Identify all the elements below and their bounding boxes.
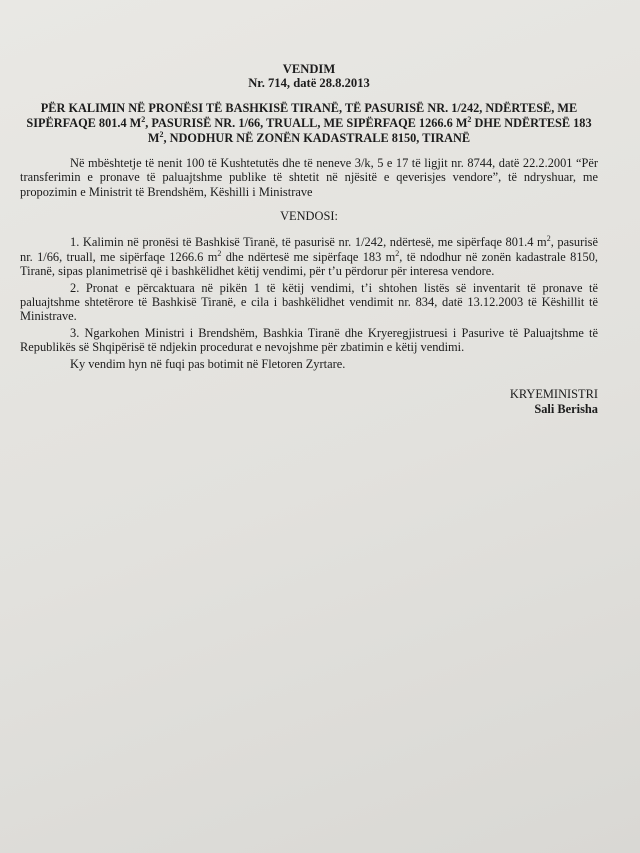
article-1-text-1: 1. Kalimin në pronësi të Bashkisë Tiranë, të pasurisë nr. 1/242, ndërtesë, me sipërfaqe 801.4 m — [70, 235, 547, 250]
decides-label: VENDOSI: — [280, 209, 338, 224]
article-1 — [20, 235, 598, 278]
subject-text-3: DHE NDËRTESË 183 M — [147, 115, 592, 145]
document-title: VENDIM — [282, 62, 336, 76]
decision-subject — [20, 101, 598, 146]
subject-text-1: PËR KALIMIN NË PRONËSI TË BASHKISË TIRANË, TË PASURISË NR. 1/242, NDËRTESË, ME SIPËRFAQE 801.4 M — [26, 100, 578, 130]
article-2: 2. Pronat e përcaktuara në pikën 1 të këtij vendimi, t’i shtohen listës së inventarit të pronave të paluajtshme shtetërore të Bashkisë Tiranë, e cila i bashkëlidhet vendimit nr. 834, datë 13.12.2003 të Këshillit të Ministrave. — [20, 280, 598, 324]
article-1-sup-2: 2 — [217, 248, 222, 258]
document-heading — [20, 62, 598, 91]
signature-name: Sali Berisha — [534, 401, 598, 416]
article-1-sup-1: 2 — [546, 234, 551, 244]
decision-number: Nr. 714, datë 28.8.2013 — [248, 76, 370, 91]
article-3: 3. Ngarkohen Ministri i Brendshëm, Bashkia Tiranë dhe Kryeregjistruesi i Pasurive të Paluajtshme të Republikës së Shqipërisë të ndjekin procedurat e nevojshme për zbatimin e këtij vendimi. — [20, 325, 598, 355]
article-1-sup-3: 2 — [395, 248, 400, 258]
subject-text-4: , NDODHUR NË ZONËN KADASTRALE 8150, TIRANË — [163, 130, 471, 145]
article-1-text-2: , pasurisë nr. 1/66, truall, me sipërfaqe 1266.6 m — [20, 235, 598, 264]
subject-sup-3: 2 — [159, 129, 164, 139]
signature-block — [20, 387, 598, 416]
article-1-text-4: , të ndodhur në zonën kadastrale 8150, Tiranë, sipas planimetrisë që i bashkëlidhet këtij vendimi, për t’u përdorur për interesa vendore. — [20, 249, 599, 279]
document-body — [20, 62, 598, 416]
closing-paragraph: Ky vendim hyn në fuqi pas botimit në Fletoren Zyrtare. — [70, 356, 346, 371]
subject-sup-1: 2 — [141, 114, 146, 124]
preamble-paragraph: Në mbështetje të nenit 100 të Kushtetutës dhe të neneve 3/k, 5 e 17 të ligjit nr. 8744, datë 22.2.2001 “Për transferimin e pronave të paluajtshme publike të shtetit në njësitë e qeverisjes vendore”, të ndryshuar, me propozimin e Ministrit të Brendshëm, Këshilli i Ministrave — [20, 155, 598, 199]
article-1-text-3: dhe ndërtesë me sipërfaqe 183 m — [221, 249, 396, 264]
subject-sup-2: 2 — [467, 114, 472, 124]
subject-text-2: , PASURISË NR. 1/66, TRUALL, ME SIPËRFAQE 1266.6 M — [145, 115, 468, 130]
signature-role: KRYEMINISTRI — [509, 387, 598, 402]
